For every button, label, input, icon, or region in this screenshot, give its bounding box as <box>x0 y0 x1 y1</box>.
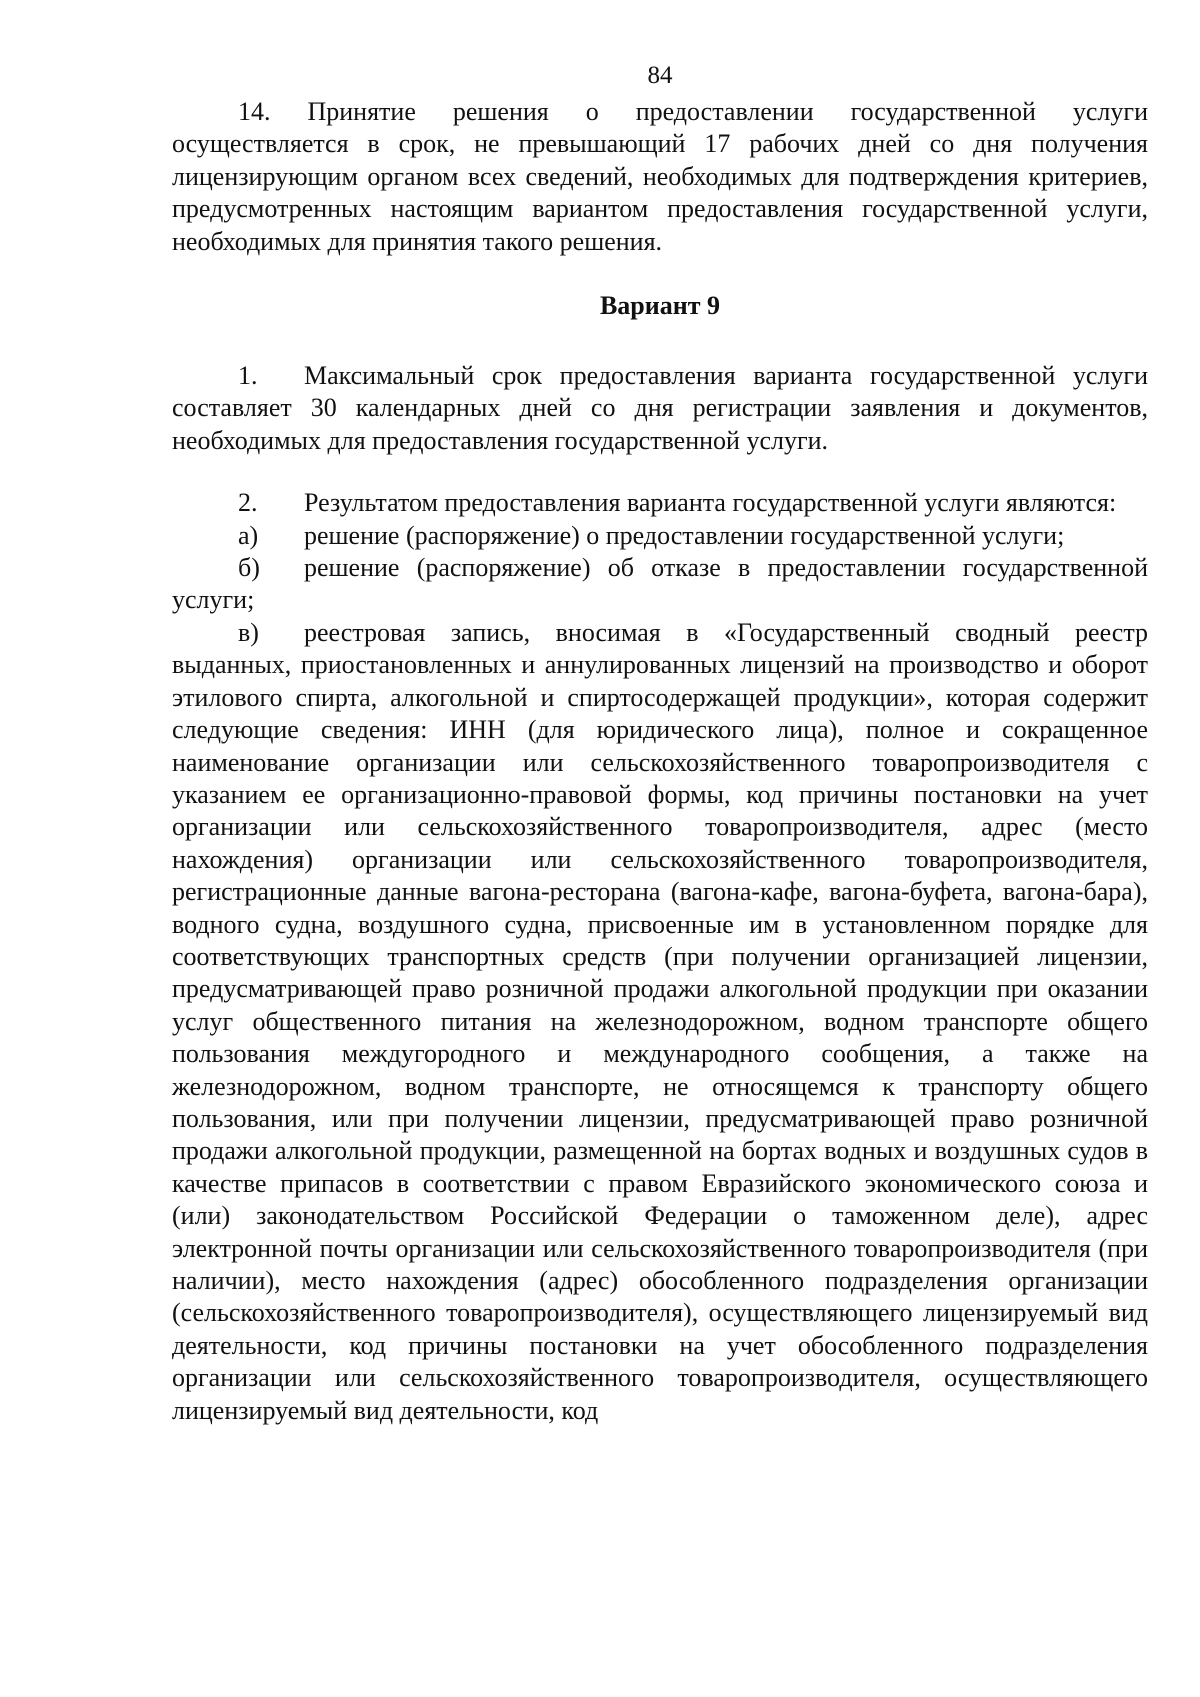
subitem-v <box>172 617 1148 1427</box>
paragraph-item-14: 14. Принятие решения о предоставлении государственной услуги осуществляется в срок, не превышающий 17 рабочих дней со дня получения лицензирующим органом всех сведений, необходимых для подтверждения критериев, предусмотренных настоящим вариантом предоставления государственной услуги, необходимых для принятия такого решения. <box>172 97 1148 256</box>
page-number: 84 <box>647 62 673 89</box>
paragraph-item-1 <box>172 360 1148 457</box>
subitem-letter: в) <box>238 617 259 647</box>
section-heading: Вариант 9 <box>599 291 721 321</box>
subitem-letter: а) <box>238 520 259 550</box>
subitem-text: решение (распоряжение) о предоставлении государственной услуги; <box>304 520 1065 550</box>
subitem-text: реестровая запись, вносимая в «Государственный сводный реестр выданных, приостановленных и аннулированных лицензий на производство и оборот этилового спирта, алкогольной и спиртосодержащей продукции», которая содержит следующие сведения: ИНН (для юридического лица), полное и сокращенное наименование организации или сельскохозяйственного товаропроизводителя с указанием ее организационно-правовой формы, код причины постановки на учет организации или сельскохозяйственного товаропроизводителя, адрес (место нахождения) организации или сельскохозяйственного товаропроизводителя, регистрационные данные вагона-ресторана (вагона-кафе, вагона-буфета, вагона-бара), водного судна, воздушного судна, присвоенные им в установленном порядке для соответствующих транспортных средств (при получении организацией лицензии, предусматривающей право розничной продажи алкогольной продукции при оказании услуг общественного питания на железнодорожном, водном транспорте общего пользования междугородного и международного сообщения, а также на железнодорожном, водном транспорте, не относящемся к транспорту общего пользования, или при получении лицензии, предусматривающей право розничной продажи алкогольной продукции, размещенной на бортах водных и воздушных судов в качестве припасов в соответствии с правом Евразийского экономического союза и (или) законодательством Российской Федерации о таможенном деле), адрес электронной почты организации или сельскохозяйственного товаропроизводителя (при наличии), место нахождения (адрес) обособленного подразделения организации (сельскохозяйственного товаропроизводителя), осуществляющего лицензируемый вид деятельности, код причины постановки на учет обособленного подразделения организации или сельскохозяйственного товаропроизводителя, осуществляющего лицензируемый вид деятельности, код <box>172 617 1148 1425</box>
subitem-b <box>172 552 1148 617</box>
paragraph-item-2 <box>172 487 1148 519</box>
spacer <box>172 457 1148 487</box>
item-number: 1. <box>238 361 258 391</box>
subitem-letter: б) <box>238 553 260 583</box>
item-text: Результатом предоставления варианта государственной услуги являются: <box>304 488 1117 518</box>
item-text: Максимальный срок предоставления варианта государственной услуги составляет 30 календарных дней со дня регистрации заявления и документов, необходимых для предоставления государственной услуги. <box>172 361 1148 455</box>
subitem-text: решение (распоряжение) об отказе в предоставлении государственной услуги; <box>172 553 1148 615</box>
subitem-a <box>172 520 1148 552</box>
item-number: 2. <box>238 488 258 518</box>
document-page <box>172 60 1148 1427</box>
